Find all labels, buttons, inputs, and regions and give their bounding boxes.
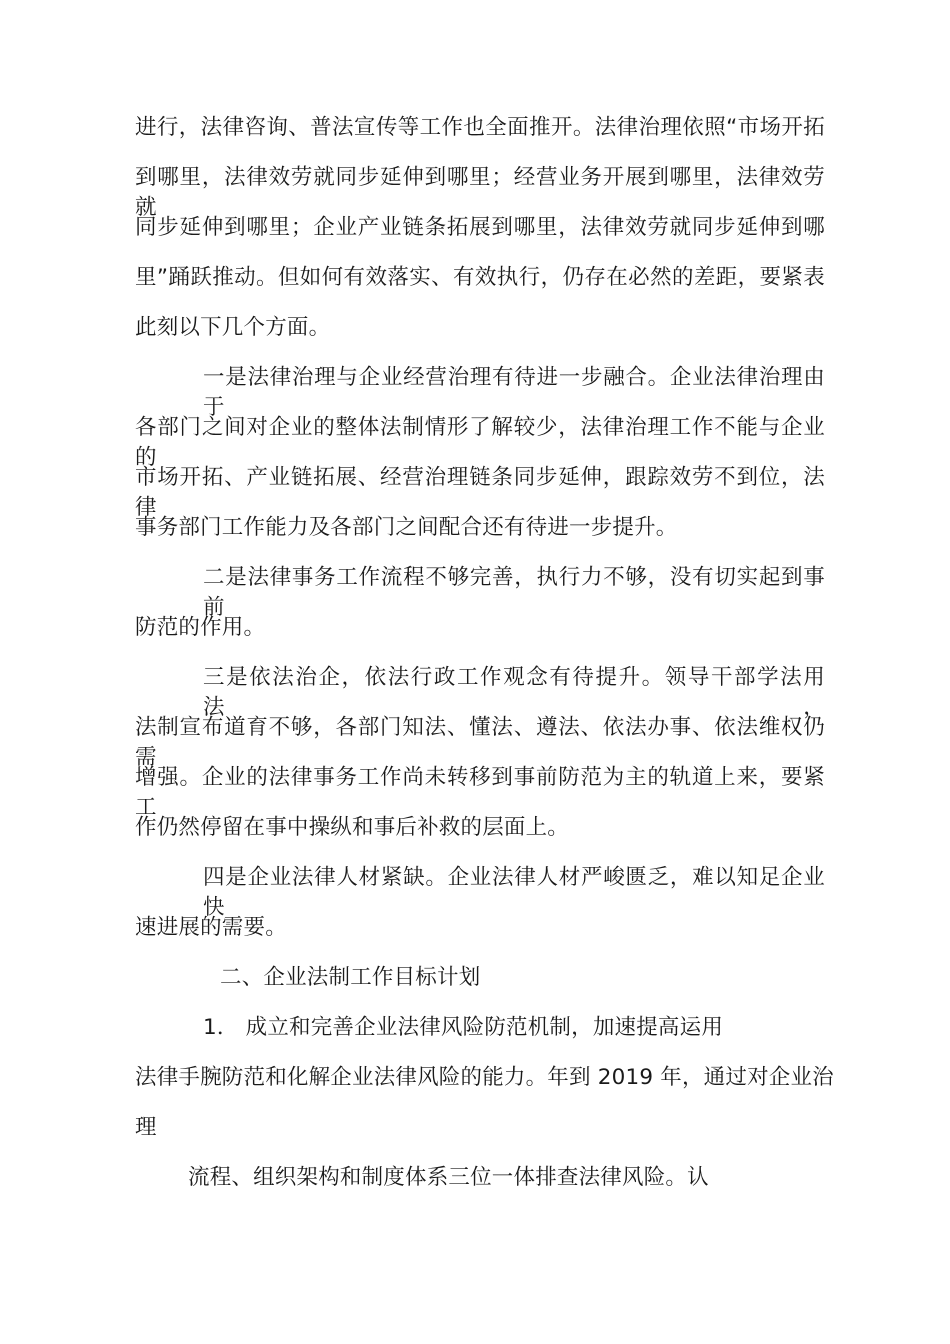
text-line: 到哪里，法律效劳就同步延伸到哪里；经营业务开展到哪里，法律效劳就 (135, 165, 825, 220)
text-line: 同步延伸到哪里；企业产业链条拓展到哪里，法律效劳就同步延伸到哪 (135, 215, 825, 240)
text-line: 速进展的需要。 (135, 915, 287, 940)
text-line: 防范的作用。 (135, 615, 266, 640)
text-line: 法律手腕防范和化解企业法律风险的能力。年到 2019 年，通过对企业治 (135, 1065, 834, 1090)
text-line: 市场开拓、产业链拓展、经营治理链条同步延伸，跟踪效劳不到位，法律 (135, 465, 825, 520)
paragraph-first-line: 四是企业法律人材紧缺。企业法律人材严峻匮乏，难以知足企业快 (203, 865, 825, 920)
text-line: 事务部门工作能力及各部门之间配合还有待进一步提升。 (135, 515, 678, 540)
paragraph-first-line: 二是法律事务工作流程不够完善，执行力不够，没有切实起到事前 (203, 565, 825, 620)
text-line: 法制宣布道育不够，各部门知法、懂法、遵法、依法办事、依法维权仍需 (135, 715, 825, 770)
text-line: 作仍然停留在事中操纵和事后补救的层面上。 (135, 815, 570, 840)
text-line: 各部门之间对企业的整体法制情形了解较少，法律治理工作不能与企业的 (135, 415, 825, 470)
text-line: 理 (135, 1115, 157, 1140)
text-line: 此刻以下几个方面。 (135, 315, 331, 340)
text-line: 里”踊跃推动。但如何有效落实、有效执行，仍存在必然的差距，要紧表 (135, 265, 825, 290)
paragraph-first-line: 一是法律治理与企业经营治理有待进一步融合。企业法律治理由于 (203, 365, 825, 420)
text-line: 进行，法律咨询、普法宣传等工作也全面推开。法律治理依照“市场开拓 (135, 115, 825, 140)
text-line: 增强。企业的法律事务工作尚未转移到事前防范为主的轨道上来，要紧工 (135, 765, 825, 820)
numbered-item: 1． 成立和完善企业法律风险防范机制，加速提高运用 (203, 1015, 724, 1040)
text-line: 流程、组织架构和制度体系三位一体排查法律风险。认 (188, 1165, 709, 1190)
section-heading: 二、企业法制工作目标计划 (220, 965, 481, 990)
paragraph-first-line: 三是依法治企，依法行政工作观念有待提升。领导干部学法用法， (203, 665, 825, 720)
